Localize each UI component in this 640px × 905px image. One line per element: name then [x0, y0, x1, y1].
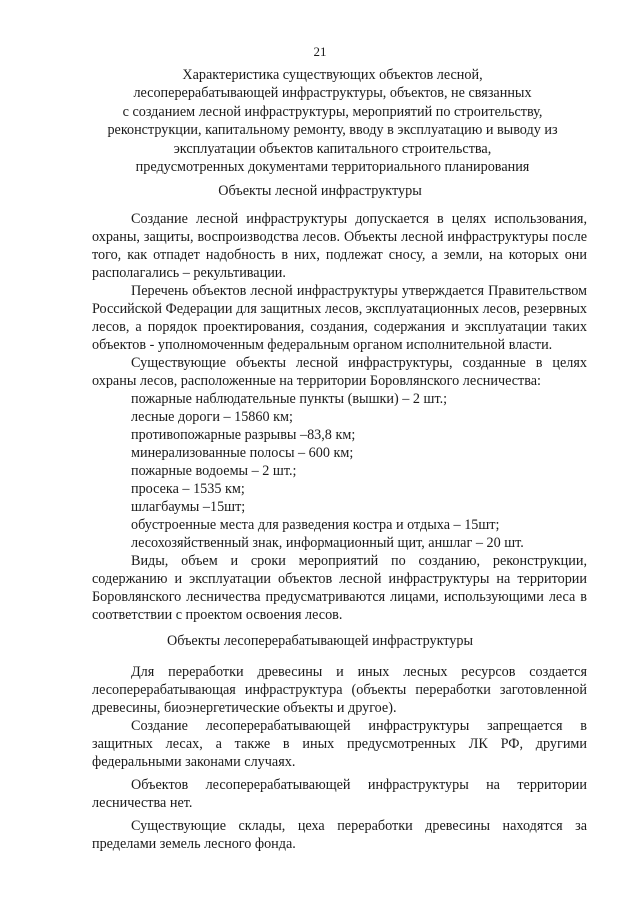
paragraph: Существующие склады, цеха переработки древесины находятся за пределами земель лесного фонда.: [92, 818, 587, 852]
list-item: противопожарные разрывы –83,8 км;: [131, 427, 356, 443]
page-number: 21: [313, 44, 327, 59]
paragraph: Для переработки древесины и иных лесных ресурсов создается лесоперерабатывающая инфраструктура (объекты переработки заготовленной древесины, биоэнергетические объекты и другое).: [92, 664, 587, 716]
list-item: пожарные водоемы – 2 шт.;: [131, 463, 297, 479]
list-item: обустроенные места для разведения костра и отдыха – 15шт;: [131, 517, 500, 533]
paragraph: Перечень объектов лесной инфраструктуры утверждается Правительством Российской Федерации для защитных лесов, эксплуатационных лесов, резервных лесов, а порядок проектирования, создания, содержания и эксплуатации таких объектов - уполномоченным федеральным органом исполнительной власти.: [92, 283, 587, 353]
document-heading: [90, 66, 575, 176]
paragraph: Создание лесной инфраструктуры допускается в целях использования, охраны, защиты, воспроизводства лесов. Объекты лесной инфраструктуры после того, как отпадет надобность в них, подлежат сносу, а земли, на которых они располагались – рекультивации.: [92, 211, 587, 281]
list-item: минерализованные полосы – 600 км;: [131, 445, 354, 461]
section-wood-processing-body: [92, 663, 587, 853]
list-item: просека – 1535 км;: [131, 481, 245, 497]
list-item: лесохозяйственный знак, информационный щит, аншлаг – 20 шт.: [131, 535, 524, 551]
section-forest-infrastructure-body: [92, 210, 587, 624]
heading-line: лесоперерабатывающей инфраструктуры, объектов, не связанных: [133, 85, 532, 102]
infrastructure-list: [92, 390, 587, 552]
paragraph: Создание лесоперерабатывающей инфраструктуры запрещается в защитных лесах, а также в иных предусмотренных ЛК РФ, другими федеральными законами случаях.: [92, 718, 587, 770]
paragraph: Виды, объем и сроки мероприятий по созданию, реконструкции, содержанию и эксплуатации объектов лесной инфраструктуры на территории Боровлянского лесничества предусматриваются лицами, использующими леса в соответствии с проектом освоения лесов.: [92, 553, 587, 623]
list-item: шлагбаумы –15шт;: [131, 499, 246, 515]
heading-line: эксплуатации объектов капитального строительства,: [173, 140, 492, 157]
heading-line: предусмотренных документами территориального планирования: [135, 159, 530, 176]
list-item: пожарные наблюдательные пункты (вышки) – 2 шт.;: [131, 391, 448, 407]
list-item: лесные дороги – 15860 км;: [131, 409, 293, 425]
heading-line: реконструкции, капитальному ремонту, вводу в эксплуатацию и выводу из: [107, 122, 558, 139]
section-title-wood-processing-infrastructure: Объекты лесоперерабатывающей инфраструктуры: [166, 633, 474, 649]
heading-line: Характеристика существующих объектов лесной,: [182, 67, 483, 83]
section-title-forest-infrastructure: Объекты лесной инфраструктуры: [218, 183, 422, 199]
heading-line: с созданием лесной инфраструктуры, мероприятий по строительству,: [122, 103, 543, 120]
paragraph: Объектов лесоперерабатывающей инфраструктуры на территории лесничества нет.: [92, 777, 587, 811]
paragraph: Существующие объекты лесной инфраструктуры, созданные в целях охраны лесов, расположенные на территории Боровлянского лесничества:: [92, 355, 587, 389]
